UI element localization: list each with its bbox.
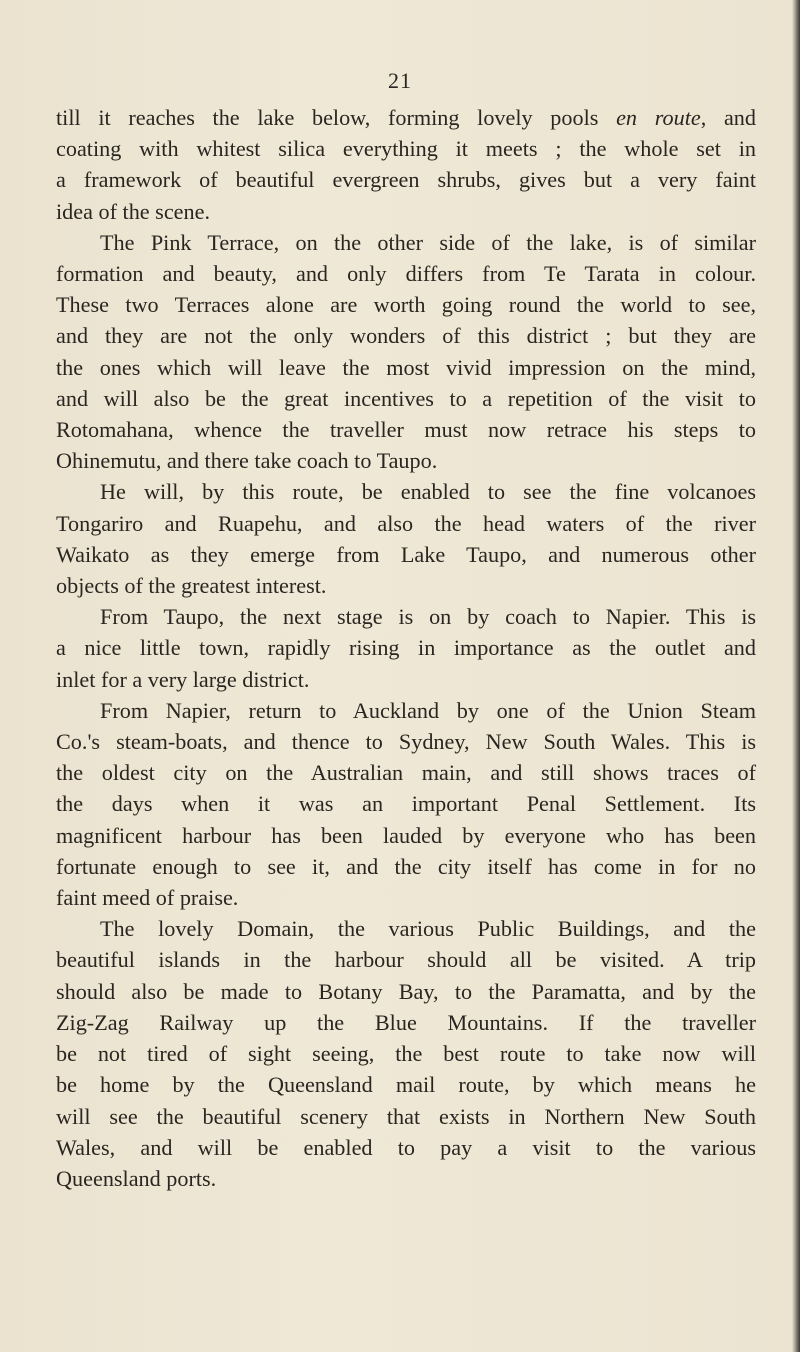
- page-number: 21: [388, 68, 412, 93]
- text-line: From Taupo, the next stage is on by coach to Napier. This is: [100, 604, 756, 630]
- text-line: Waikato as they emerge from Lake Taupo, and numerous other: [56, 541, 756, 567]
- text-line: objects of the greatest interest.: [56, 573, 327, 599]
- page-edge-shadow: [792, 0, 800, 1352]
- text-line: should also be made to Botany Bay, to the Paramatta, and by the: [56, 978, 756, 1004]
- text-line: will see the beautiful scenery that exists in Northern New South: [56, 1103, 756, 1129]
- text-line: idea of the scene.: [56, 198, 211, 224]
- text-line: Queensland ports.: [56, 1165, 217, 1191]
- text-line: the days when it was an important Penal Settlement. Its: [56, 791, 756, 817]
- text-line: The lovely Domain, the various Public Buildings, and the: [100, 916, 756, 942]
- text-line: fortunate enough to see it, and the city itself has come in for no: [56, 853, 756, 879]
- text-line: and will also be the great incentives to a repetition of the visit to: [56, 385, 756, 411]
- text-line: inlet for a very large district.: [56, 666, 310, 692]
- text-line: the oldest city on the Australian main, and still shows traces of: [56, 760, 756, 786]
- italic-phrase: en route: [616, 105, 701, 130]
- text-line: These two Terraces alone are worth going round the world to see,: [56, 292, 756, 318]
- text-line: be home by the Queensland mail route, by which means he: [56, 1072, 756, 1098]
- text-line: magnificent harbour has been lauded by everyone who has been: [56, 822, 756, 848]
- text-line: till it reaches the lake below, forming lovely pools en route, and: [56, 105, 756, 130]
- text-line: From Napier, return to Auckland by one of the Union Steam: [100, 697, 756, 723]
- text-line: Tongariro and Ruapehu, and also the head waters of the river: [56, 510, 756, 536]
- text-line: Rotomahana, whence the traveller must now retrace his steps to: [56, 417, 756, 443]
- text-line: Ohinemutu, and there take coach to Taupo.: [56, 448, 438, 474]
- text-line: beautiful islands in the harbour should all be visited. A trip: [56, 947, 756, 973]
- text-line: He will, by this route, be enabled to see the fine volcanoes: [100, 479, 756, 505]
- text-line: and they are not the only wonders of this district ; but they are: [56, 323, 756, 349]
- text-line: formation and beauty, and only differs from Te Tarata in colour.: [56, 261, 756, 287]
- text-line: Wales, and will be enabled to pay a visit to the various: [56, 1134, 756, 1160]
- text-line: a nice little town, rapidly rising in importance as the outlet and: [56, 635, 756, 661]
- text-line: faint meed of praise.: [56, 885, 239, 911]
- text-line: Zig-Zag Railway up the Blue Mountains. If the traveller: [56, 1009, 756, 1035]
- text-line: coating with whitest silica everything it meets ; the whole set in: [56, 136, 756, 162]
- body-text: [56, 102, 756, 1194]
- text-line: The Pink Terrace, on the other side of the lake, is of similar: [100, 229, 756, 255]
- text-line: a framework of beautiful evergreen shrubs, gives but a very faint: [56, 167, 756, 193]
- text-line: the ones which will leave the most vivid impression on the mind,: [56, 354, 756, 380]
- text-line: Co.'s steam-boats, and thence to Sydney, New South Wales. This is: [56, 729, 756, 755]
- text-line: be not tired of sight seeing, the best route to take now will: [56, 1041, 756, 1067]
